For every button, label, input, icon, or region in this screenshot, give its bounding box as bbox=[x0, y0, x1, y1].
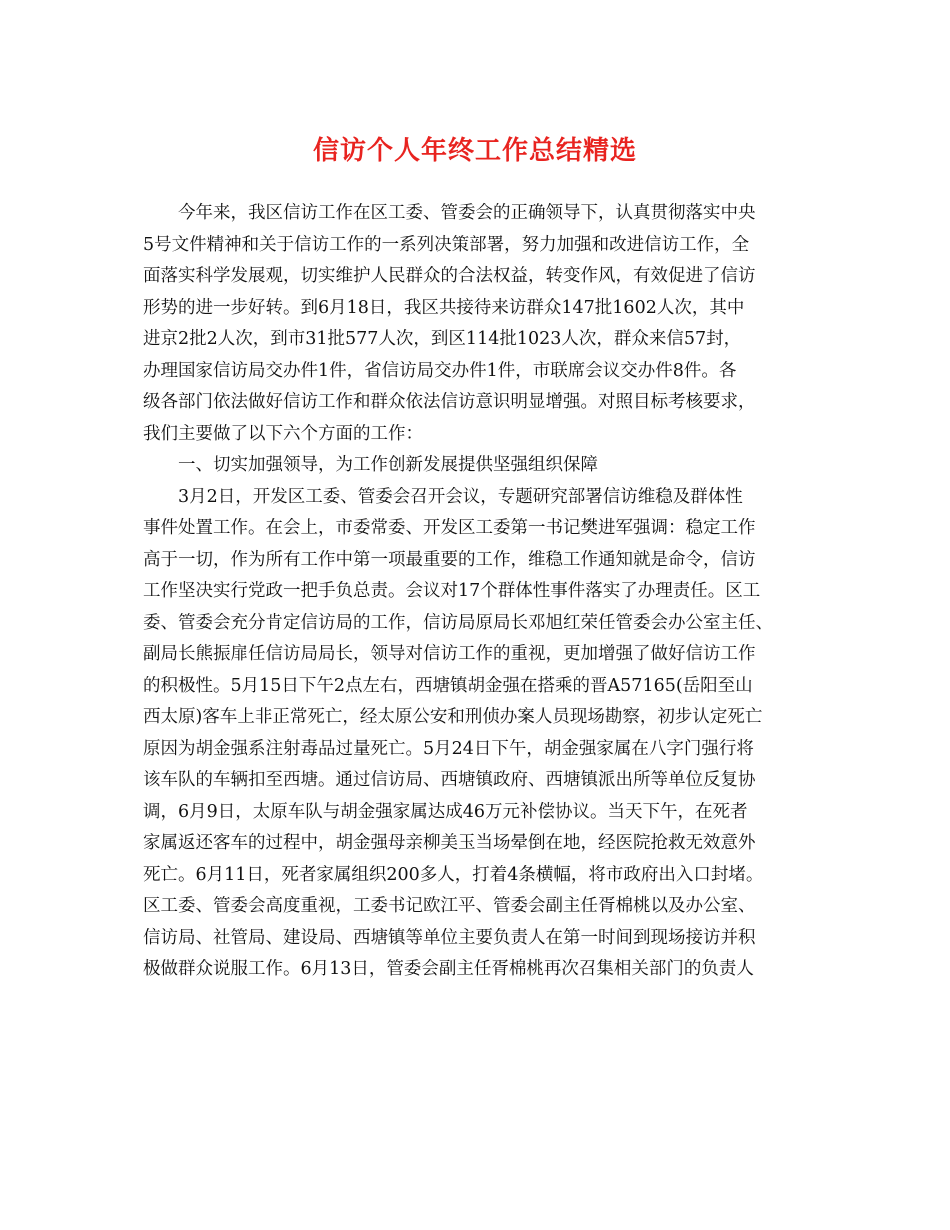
paragraph-line: 西太原)客车上非正常死亡，经太原公安和刑侦办案人员现场勘察，初步认定死亡 bbox=[143, 707, 763, 727]
paragraph-line: 该车队的车辆扣至西塘。通过信访局、西塘镇政府、西塘镇派出所等单位反复协 bbox=[143, 770, 756, 790]
paragraph-line: 信访局、社管局、建设局、西塘镇等单位主要负责人在第一时间到现场接访并积 bbox=[143, 927, 756, 948]
paragraph-line: 高于一切，作为所有工作中第一项最重要的工作，维稳工作通知就是命令，信访 bbox=[143, 549, 756, 570]
paragraph-line: 委、管委会充分肯定信访局的工作，信访局原局长邓旭红荣任管委会办公室主任、 bbox=[143, 612, 773, 633]
paragraph-line: 死亡。6月11日，死者家属组织200多人，打着4条横幅，将市政府出入口封堵。 bbox=[143, 864, 764, 885]
paragraph-line: 极做群众说服工作。6月13日，管委会副主任胥棉桃再次召集相关部门的负责人 bbox=[143, 959, 754, 979]
paragraph-line: 级各部门依法做好信访工作和群众依法信访意识明显增强。对照目标考核要求， bbox=[143, 392, 756, 412]
paragraph-line: 家属返还客车的过程中，胡金强母亲柳美玉当场晕倒在地，经医院抢救无效意外 bbox=[143, 833, 756, 853]
paragraph-line: 形势的进一步好转。到6月18日，我区共接待来访群众147批1602人次，其中 bbox=[143, 297, 745, 318]
paragraph-line: 调，6月9日，太原车队与胡金强家属达成46万元补偿协议。当天下午，在死者 bbox=[143, 801, 748, 822]
paragraph-line: 原因为胡金强系注射毒品过量死亡。5月24日下午，胡金强家属在八字门强行将 bbox=[143, 738, 754, 759]
section-heading: 一、切实加强领导，为工作创新发展提供坚强组织保障 bbox=[178, 455, 598, 475]
paragraph-line: 区工委、管委会高度重视，工委书记欧江平、管委会副主任胥棉桃以及办公室、 bbox=[143, 896, 756, 916]
paragraph-line: 我们主要做了以下六个方面的工作： bbox=[143, 423, 423, 444]
paragraph-line: 今年来，我区信访工作在区工委、管委会的正确领导下，认真贯彻落实中央 bbox=[178, 203, 756, 223]
document-title: 信访个人年终工作总结精选 bbox=[312, 136, 637, 166]
document-body bbox=[143, 198, 803, 986]
paragraph-line: 面落实科学发展观，切实维护人民群众的合法权益，转变作风，有效促进了信访 bbox=[143, 266, 756, 286]
paragraph-line: 副局长熊振扉任信访局局长，领导对信访工作的重视，更加增强了做好信访工作 bbox=[143, 644, 756, 664]
paragraph-line: 办理国家信访局交办件1件，省信访局交办件1件，市联席会议交办件8件。各 bbox=[143, 360, 737, 381]
paragraph-line: 事件处置工作。在会上，市委常委、开发区工委第一书记樊进军强调：稳定工作 bbox=[143, 518, 756, 538]
paragraph-line: 5号文件精神和关于信访工作的一系列决策部署，努力加强和改进信访工作，全 bbox=[143, 234, 750, 255]
paragraph-line: 进京2批2人次，到市31批577人次，到区114批1023人次，群众来信57封， bbox=[143, 329, 742, 349]
paragraph-line: 工作坚决实行党政一把手负总责。会议对17个群体性事件落实了办理责任。区工 bbox=[143, 581, 761, 601]
paragraph-line: 的积极性。5月15日下午2点左右，西塘镇胡金强在搭乘的晋A57165(岳阳至山 bbox=[143, 675, 753, 696]
paragraph-line: 3月2日，开发区工委、管委会召开会议，专题研究部署信访维稳及群体性 bbox=[178, 486, 743, 507]
